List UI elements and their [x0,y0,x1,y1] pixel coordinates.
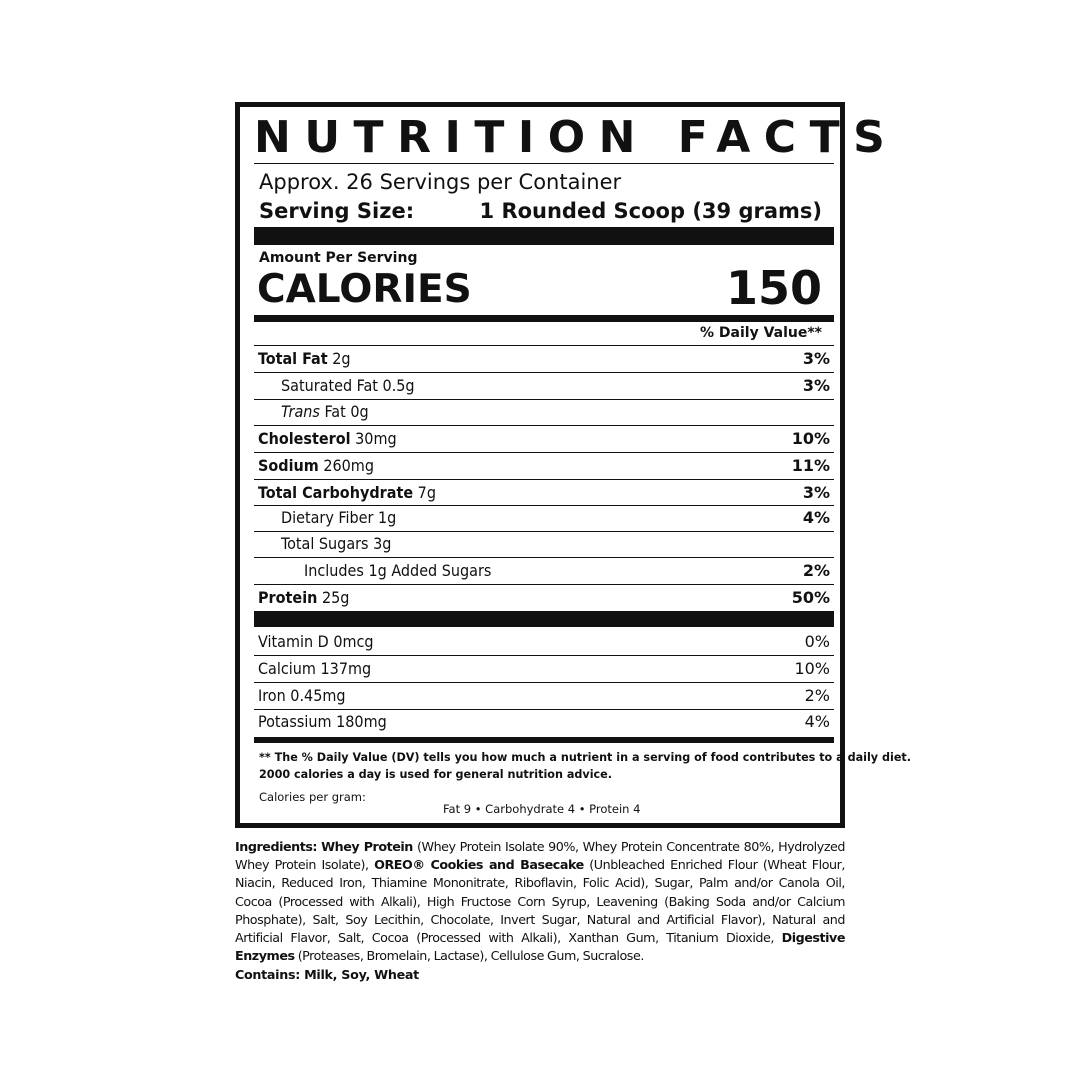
nutrient-name-italic: Trans [281,402,320,421]
nutrient-dv: 4% [802,508,830,527]
nutrient-dv: 50% [791,588,830,607]
vitamin-dv: 0% [804,632,830,651]
nutrient-dv: 3% [802,349,830,368]
vitamin-dv: 10% [794,659,830,678]
nutrient-amount: 0g [350,402,369,421]
nutrient-row-total-carbohydrate [254,480,830,506]
nutrient-name: Cholesterol [258,429,351,448]
panel-title: NUTRITION FACTS [254,112,899,163]
nutrient-name: Includes 1g Added Sugars [304,561,492,580]
allergen-contains: Contains: Milk, Soy, Wheat [235,967,419,982]
nutrient-name: Fat [324,402,346,421]
ingredient-whey-detail: (Whey Protein Isolate 90%, Whey Protein Concentrate 80%, Hydrolyzed Whey Protein Isolate), [235,839,845,873]
vitamin-label: Vitamin D 0mcg [258,632,374,651]
vitamin-row-iron [254,683,830,709]
ingredient-enzymes: Digestive Enzymes [235,930,845,964]
thick-divider [254,227,834,245]
nutrition-facts-panel [235,102,912,828]
nutrient-row-trans-fat [254,399,830,425]
nutrient-amount: 2g [332,349,351,368]
nutrient-amount: 7g [417,483,436,502]
nutrient-row-protein [254,585,830,611]
serving-size-value: 1 Rounded Scoop (39 grams) [479,199,822,223]
nutrient-dv: 3% [802,483,830,502]
calories-per-gram-label: Calories per gram: [259,790,366,804]
nutrient-amount: 1g [378,508,397,527]
daily-value-header: % Daily Value** [700,325,822,341]
nutrient-name: Total Carbohydrate [258,483,414,502]
nutrient-row-dietary-fiber [254,505,830,531]
daily-value-footnote: ** The % Daily Value (DV) tells you how much a nutrient in a serving of food contributes to a daily diet. 2000 calories a day is used for general nutrition advice. [259,751,912,781]
vitamin-dv: 4% [804,712,830,731]
nutrient-row-total-fat [254,346,830,372]
thick-divider [254,315,834,322]
nutrient-amount: 3g [373,534,392,553]
nutrient-amount: 30mg [355,429,397,448]
nutrient-row-sodium [254,453,830,479]
nutrient-name: Protein [258,588,318,607]
nutrient-row-total-sugars [254,531,830,557]
vitamin-dv: 2% [804,686,830,705]
thick-divider [254,611,834,627]
ingredients-text [235,838,845,965]
ingredients-label: Ingredients: [235,839,318,854]
vitamin-row-potassium [254,709,830,735]
ingredient-whey-protein: Whey Protein [321,839,413,854]
nutrient-dv: 3% [802,376,830,395]
servings-per-container: Approx. 26 Servings per Container [259,170,622,194]
vitamin-label: Calcium 137mg [258,659,372,678]
vitamin-label: Iron 0.45mg [258,686,346,705]
nutrient-amount: 25g [321,588,350,607]
thick-divider [254,737,834,743]
nutrient-name: Saturated Fat [281,376,378,395]
ingredient-oreo-detail: (Unbleached Enriched Flour (Wheat Flour, Niacin, Reduced Iron, Thiamine Mononitrate, Riboflavin, Folic Acid), Sugar, Palm and/or Canola Oil, Cocoa (Processed with Alkali), High Fructose Corn Syrup, Leavening (Baking Soda and/or Calcium Phosphate), Salt, Soy Lecithin, Chocolate, Invert Sugar, Natural and Artificial Flavor), Natural and Artificial Flavor, Salt, Cocoa (Processed with Alkali), Xanthan Gum, Titanium Dioxide, [235,857,845,946]
nutrient-name: Total Sugars [281,534,369,553]
nutrient-name: Sodium [258,456,319,475]
nutrient-dv: 2% [802,561,830,580]
nutrient-row-added-sugars [254,558,830,584]
nutrient-name: Total Fat [258,349,328,368]
calories-label: CALORIES [257,267,472,312]
vitamin-label: Potassium 180mg [258,712,387,731]
ingredient-enzymes-detail: (Proteases, Bromelain, Lactase), Cellulose Gum, Sucralose. [297,948,644,964]
nutrient-dv: 11% [791,456,830,475]
serving-size-label: Serving Size: [259,199,415,223]
nutrient-row-saturated-fat [254,373,830,399]
divider [254,163,834,164]
ingredient-oreo: OREO® Cookies and Basecake [374,857,584,873]
vitamin-row-calcium [254,656,830,682]
nutrient-name: Dietary Fiber [281,508,374,527]
nutrient-dv: 10% [791,429,830,448]
vitamin-row-vitamin-d [254,629,830,655]
calories-value: 150 [725,261,822,315]
amount-per-serving: Amount Per Serving [259,250,418,266]
nutrient-amount: 260mg [323,456,374,475]
calories-per-gram-values: Fat 9 • Carbohydrate 4 • Protein 4 [443,802,641,816]
nutrient-amount: 0.5g [382,376,415,395]
nutrient-row-cholesterol [254,426,830,452]
